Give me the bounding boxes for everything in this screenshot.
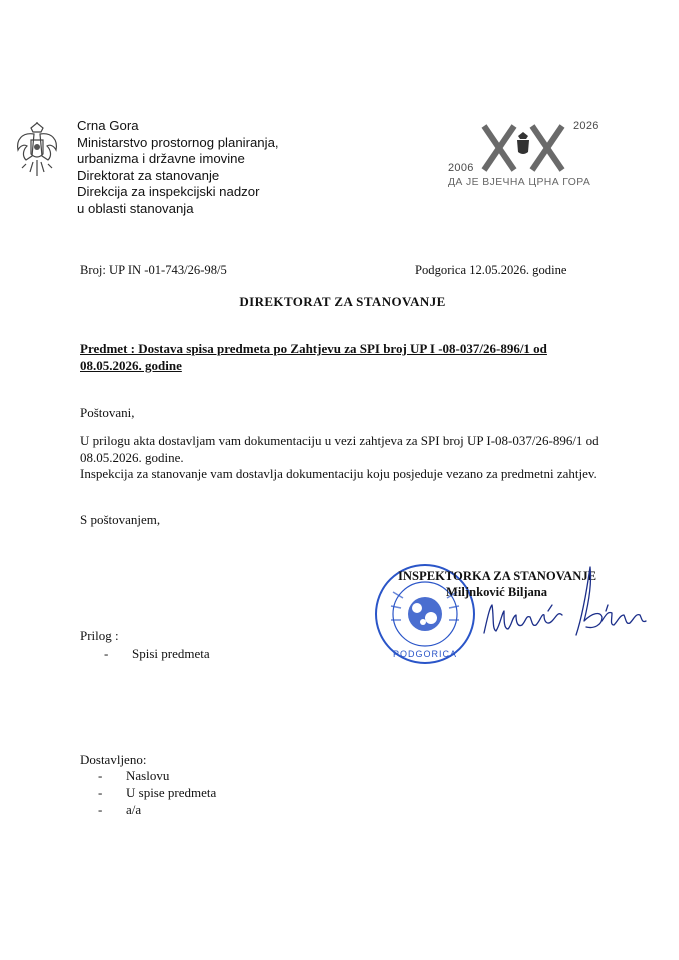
stamp-city: PODGORICA bbox=[392, 649, 458, 659]
delivered-item: Naslovu bbox=[126, 768, 170, 783]
institution-line: Direkcija za inspekcijski nadzor bbox=[77, 184, 260, 200]
jubilee-logo bbox=[448, 118, 598, 193]
list-item: - U spise predmeta bbox=[98, 784, 217, 800]
institution-header bbox=[77, 118, 279, 218]
subject-line: Predmet : Dostava spisa predmeta po Zahtjevu za SPI broj UP I -08-037/26-896/1 od 08.05.2026. godine bbox=[80, 341, 547, 373]
attachment-list bbox=[104, 646, 210, 662]
jubilee-year-end: 2026 bbox=[573, 120, 599, 132]
jubilee-year-start: 2006 bbox=[448, 162, 474, 174]
delivered-label: Dostavljeno: bbox=[80, 752, 147, 767]
signer-title: INSPEKTORKA ZA STANOVANJE bbox=[398, 569, 597, 583]
delivered-item: a/a bbox=[126, 801, 142, 817]
jubilee-motto: ДА ЈЕ ВЈЕЧНА ЦРНА ГОРА bbox=[448, 177, 591, 188]
institution-line: Crna Gora bbox=[77, 118, 139, 133]
institution-line: u oblasti stanovanja bbox=[77, 200, 194, 216]
list-item: - Spisi predmeta bbox=[104, 646, 210, 661]
coat-of-arms-icon bbox=[14, 122, 60, 180]
document-heading: DIREKTORAT ZA STANOVANJE bbox=[239, 294, 446, 309]
list-item: - a/a bbox=[98, 801, 142, 817]
letter-body bbox=[80, 433, 620, 483]
delivered-list bbox=[98, 768, 216, 818]
body-paragraph: U prilogu akta dostavljam vam dokumentaciju u vezi zahtjeva za SPI broj UP I-08-037/26-896/1 od 08.05.2026. godine. bbox=[80, 433, 599, 465]
list-item: - Naslovu bbox=[98, 768, 170, 783]
delivered-item: U spise predmeta bbox=[126, 784, 217, 800]
institution-line: urbanizma i državne imovine bbox=[77, 151, 245, 167]
handwritten-signature bbox=[478, 555, 648, 650]
place-date: Podgorica 12.05.2026. godine bbox=[415, 263, 567, 277]
greeting: Poštovani, bbox=[80, 405, 135, 420]
institution-line: Direktorat za stanovanje bbox=[77, 167, 220, 183]
institution-line: Ministarstvo prostornog planiranja, bbox=[77, 134, 279, 150]
document-number: Broj: UP IN -01-743/26-98/5 bbox=[80, 263, 227, 277]
signer-name: Miljnković Biljana bbox=[446, 585, 548, 599]
attachment-label: Prilog : bbox=[80, 628, 119, 643]
attachment-item: Spisi predmeta bbox=[132, 646, 210, 661]
jubilee-xx-icon bbox=[470, 122, 580, 174]
body-paragraph: Inspekcija za stanovanje vam dostavlja dokumentaciju koju posjeduje vezano za predmetni zahtjev. bbox=[80, 466, 597, 482]
closing: S poštovanjem, bbox=[80, 512, 161, 527]
